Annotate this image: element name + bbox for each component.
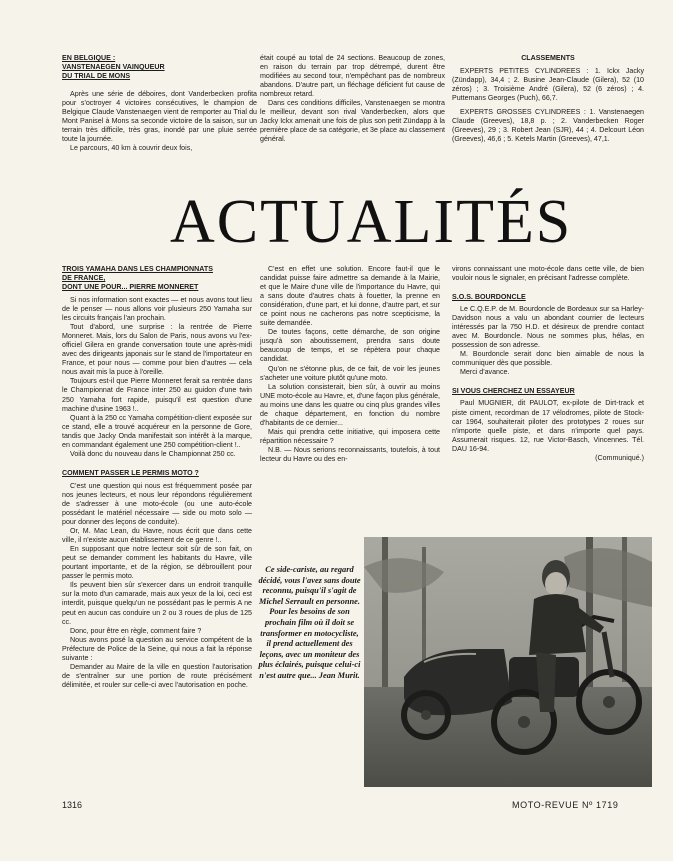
- sidecar-photo: [364, 537, 652, 787]
- permis-paragraph: Nous avons posé la question au service compétent de la Préfecture de Police de la Seine, qui nous a fait la réponse suivante :: [62, 635, 252, 662]
- permis-paragraph: De toutes façons, cette démarche, de son origine jusqu'à son aboutissement, prendra sans doute beaucoup de temps, et se répètera pour chaque candidat.: [260, 328, 440, 364]
- permis-note: N.B. — Nous serions reconnaissants, toutefois, à tout lecteur du Havre ou des en-: [260, 445, 440, 463]
- sidecar-photo-illustration: [364, 537, 652, 787]
- sos-paragraph: Le C.Q.E.P. de M. Bourdoncle de Bordeaux sur sa Harley-Davidson nous a valu un abondant courrier de lecteurs intéressés par la 750 H.D. et désireux de prendre contact avec M. Bourdoncle. Nous ne sommes plus, hélas, en possession de son adresse.: [452, 305, 644, 350]
- belgium-heading-2: VANSTENAEGEN VAINQUEUR: [62, 63, 165, 71]
- photo-caption: Ce side-cariste, au regard décidé, vous l'avez sans doute reconnu, puisqu'il s'agit de Michel Serrault en personne. Pour les besoins de son prochain film où il doit se transformer en motocycliste, il prend actuellement des leçons, avec un moniteur des plus éclairés, puisque celui-ci n'est autre que... Jean Murit.: [258, 565, 361, 680]
- belgium-heading-3: DU TRIAL DE MONS: [62, 72, 131, 80]
- belgium-paragraph: Après une série de déboires, dont Vanderbecken profita pour s'octroyer 4 victoires consécutives, le champion de Belgique Claude Vanstenaegen vient de remporter au Trial du Mont Panisel à Mons sa seconde victoire de la saison, sur un terrain très difficile, très gras, inondé par une pluie serrée toute la journée.: [62, 90, 257, 144]
- communique-tag: (Communiqué.): [595, 453, 644, 462]
- permis-paragraph: Demander au Maire de la ville en question l'autorisation de s'entraîner sur une portion de route précisément délimitée, et rouler sur celle-ci avec l'autorisation en poche.: [62, 662, 252, 689]
- belgium-paragraph: était coupé au total de 24 sections. Beaucoup de zones, en raison du terrain par trop détrempé, durent être modifiées au second tour, n'empêchant pas de nombreux abandons. D'autre part, un fléchage déficient fut cause de nombreux retard.: [260, 54, 445, 99]
- permis-heading: COMMENT PASSER LE PERMIS MOTO ?: [62, 468, 199, 477]
- permis-paragraph: Ils peuvent bien sûr s'exercer dans un endroit tranquille sur la moto d'un camarade, mais aux yeux de la loi, ceci est interdit, puisque quelqu'un ne possédant pas le permis A ne peut en aucun cas conduire un 2 ou 3 roues de plus de 125 cc.: [62, 581, 252, 626]
- magazine-issue: MOTO-REVUE Nº 1719: [512, 800, 619, 810]
- permis-paragraph: En supposant que notre lecteur soit sûr de son fait, on peut se demander comment les habitants du Havre, ville pourtant importante, et de la région, se débrouillent pour passer le permis moto.: [62, 545, 252, 581]
- belgium-heading-1: EN BELGIQUE :: [62, 54, 116, 62]
- classements-heading: CLASSEMENTS: [521, 54, 575, 62]
- sos-paragraph: M. Bourdoncle serait donc bien aimable de nous la communiquer dès que possible.: [452, 350, 644, 368]
- sos-heading: S.O.S. BOURDONCLE: [452, 293, 526, 302]
- essayeur-paragraph: Paul MUGNIER, dit PAULOT, ex-pilote de Dirt-track et piste ciment, recordman de 17 vélodromes, pilote de Stock-car 1964, souhaiterait piloter des prototypes 2 roues sur n'importe quelle piste, et dans n'importe quel pays. Assumerait risques. 12, rue Victor-Basch, Vincennes. Tél. DAU 16-94.: [452, 399, 644, 453]
- page-title: ACTUALITÉS: [170, 188, 573, 256]
- yamaha-paragraph: Si nos information sont exactes — et nous avons tout lieu de le penser — nous allons voir plusieurs 250 Yamaha sur les circuits français l'an prochain.: [62, 296, 252, 323]
- yamaha-heading-1: TROIS YAMAHA DANS LES CHAMPIONNATS: [62, 265, 213, 273]
- belgium-paragraph: Le parcours, 40 km à couvrir deux fois,: [70, 144, 193, 153]
- page-number: 1316: [62, 800, 83, 810]
- classements-paragraph: EXPERTS PETITES CYLINDREES : 1. Ickx Jacky (Zündapp), 34,4 ; 2. Busine Jean-Claude (Gilera), 52 (10 zéros) ; 3. Troisième André (Gilera), 52 (6 zéros) ; 4. Puttemans Georges (Puch), 66,7.: [452, 67, 644, 103]
- permis-paragraph: Donc, pour être en règle, comment faire ?: [70, 626, 202, 635]
- yamaha-article: [62, 265, 252, 690]
- permis-paragraph: Mais qui prendra cette initiative, qui imposera cette répartition nécessaire ?: [260, 427, 440, 445]
- classements-paragraph: EXPERTS GROSSES CYLINDREES : 1. Vanstenaegen Claude (Greeves), 18,8 p. ; 2. Vanderbecken Roger (Greeves), 29 ; 3. Robert Jean (SJR), 44 ; 4. Delcourt Léon (Greeves), 46,6 ; 5. Ketels Martin (Greeves), 47,1.: [452, 108, 644, 144]
- essayeur-heading: SI VOUS CHERCHEZ UN ESSAYEUR: [452, 387, 575, 396]
- yamaha-paragraph: Quant à la 250 cc Yamaha compétition-client exposée sur ce stand, elle a trouvé acquéreur en la personne de Gore, tandis que Jacky Onda manifestait son intérêt à la marque, en commandant également une 250 compétition-client !..: [62, 413, 252, 449]
- permis-paragraph: C'est en effet une solution. Encore faut-il que le candidat puisse faire admettre sa demande à la Mairie, et que le Maire d'une ville de l'importance du Havre, qui a sans doute d'autres chats à fouetter, la prenne en considération, d'une part, et lui donne, d'autre part, et sur ce point nous ne cacherons pas notre scepticisme, la suite demandée.: [260, 265, 440, 328]
- belgium-column: [62, 54, 257, 153]
- permis-ending: virons connaissant une moto-école dans cette ville, de bien vouloir nous le signaler, en précisant l'adresse complète.: [452, 265, 644, 283]
- yamaha-paragraph: Voilà donc du nouveau dans le Championnat 250 cc.: [70, 449, 236, 458]
- permis-paragraph: C'est une question qui nous est fréquemment posée par nos jeunes lecteurs, et nous leur répondons régulièrement de s'adresser à une moto-école (ou une auto-école possédant le matériel nécessaire — side ou moto solo — pour donner des leçons de conduite).: [62, 481, 252, 527]
- permis-paragraph: Or, M. Mac Lean, du Havre, nous écrit que dans cette ville, il n'existe aucun établissement de ce genre !..: [62, 527, 252, 545]
- permis-paragraph: Qu'on ne s'étonne plus, de ce fait, de voir les jeunes s'acheter une voiture plutôt qu'une moto.: [260, 364, 440, 382]
- yamaha-heading-3: DONT UNE POUR... PIERRE MONNERET: [62, 283, 199, 291]
- permis-continued: [260, 265, 440, 464]
- yamaha-heading-2: DE FRANCE,: [62, 274, 106, 282]
- yamaha-paragraph: Tout d'abord, une surprise : la rentrée de Pierre Monneret. Mais, lors du Salon de Paris, nous avons vu l'ex-officiel Gilera en grande conversation toute une après-midi avec des dirigeants japonais sur le stand de l'importateur en France, et pour nous — comme pour bien d'autres — cela nous avait mis la puce à l'oreille.: [62, 323, 252, 377]
- permis-paragraph: La solution consisterait, bien sûr, à ouvrir au moins UNE moto-école au Havre, et, d'une façon plus générale, au moins une dans les quatre ou cinq plus grandes villes de chaque département, en fonction du nombre d'habitants de ce dernier...: [260, 382, 440, 427]
- belgium-paragraph: Dans ces conditions difficiles, Vanstenaegen se montra le meilleur, devant son rival Vanderbecken, alors que Jacky Ickx amenait une fois de plus son petit Zündapp à la première place de sa catégorie, et 3e place au classement général.: [260, 99, 445, 144]
- right-column: [452, 265, 644, 463]
- belgium-column-cont: [260, 54, 445, 144]
- classements-column: [452, 54, 644, 144]
- sos-paragraph: Merci d'avance.: [460, 368, 510, 377]
- yamaha-paragraph: Toujours est-il que Pierre Monneret ferait sa rentrée dans le Championnat de France inter 250 au guidon d'une twin 250 Yamaha fort rapide, puisqu'il est question d'une machine d'usine 1963 !..: [62, 377, 252, 413]
